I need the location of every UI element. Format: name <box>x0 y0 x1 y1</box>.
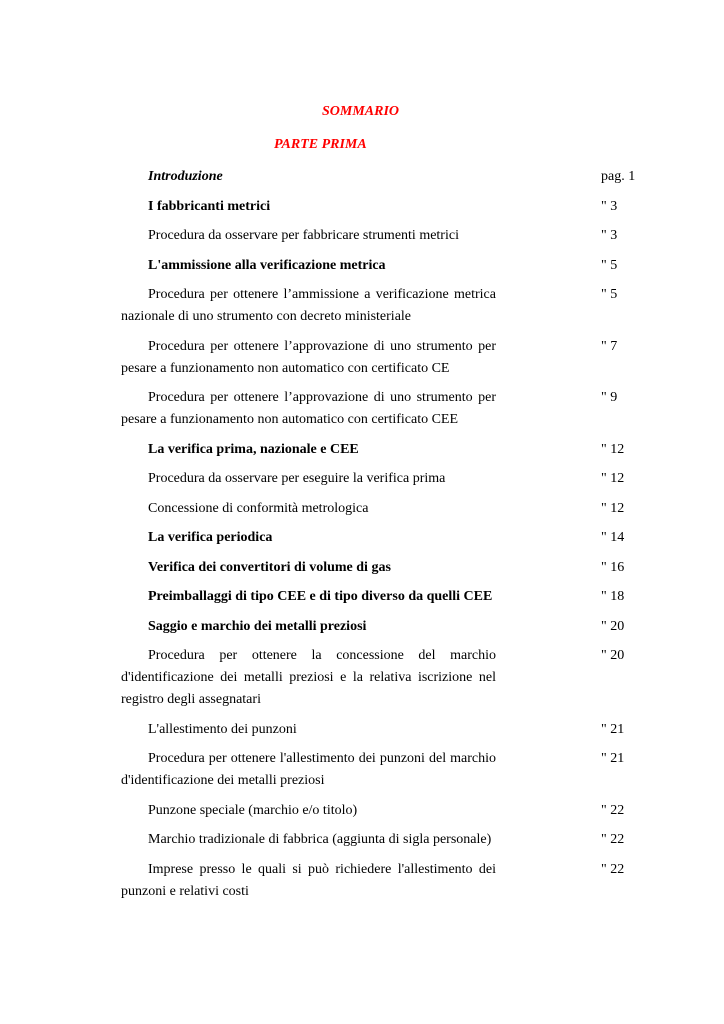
toc-entry <box>121 166 641 188</box>
toc-entry-title: Preimballaggi di tipo CEE e di tipo diverso da quelli CEE <box>148 589 493 604</box>
toc-entry <box>121 859 641 903</box>
toc-entry-page: " 3 <box>601 228 618 243</box>
toc-entry-page: " 18 <box>601 589 625 604</box>
toc-entry-page: " 7 <box>601 338 618 354</box>
toc-entry-page: " 20 <box>601 618 625 634</box>
toc-entry-title: Procedura per ottenere la concessione del marchio d'identificazione dei metalli preziosi e la relativa iscrizione nel registro degli assegnatari <box>121 648 496 707</box>
toc-entry-title: Verifica dei convertitori di volume di gas <box>148 559 391 575</box>
toc-entry <box>121 439 641 461</box>
toc-entry-page: " 22 <box>601 861 625 877</box>
toc-entry-page: pag. 1 <box>601 169 636 184</box>
toc-entry <box>121 527 641 549</box>
toc-entry-page: " 5 <box>601 287 618 302</box>
toc-entry-page: " 22 <box>601 802 625 818</box>
toc-entry-title: Punzone speciale (marchio e/o titolo) <box>148 802 358 818</box>
toc-entry-title: I fabbricanti metrici <box>148 198 271 214</box>
toc-entry-title: Procedura per ottenere l’approvazione di uno strumento per pesare a funzionamento non automatico con certificato CE <box>121 338 496 376</box>
toc-entry-page: " 3 <box>601 198 618 214</box>
toc-entry <box>121 336 641 380</box>
toc-entry-title: L'allestimento dei punzoni <box>148 721 297 737</box>
toc-entry-title: L'ammissione alla verificazione metrica <box>148 257 386 273</box>
toc-entry-page: " 16 <box>601 559 625 575</box>
toc-entry <box>121 645 641 711</box>
toc-entry <box>121 498 641 520</box>
toc-entry-title: Procedura per ottenere l’ammissione a verificazione metrica nazionale di uno strumento con decreto ministeriale <box>121 287 496 324</box>
toc-entry <box>121 586 641 608</box>
toc-entry-page: " 14 <box>601 530 625 545</box>
toc-entry <box>121 284 641 328</box>
toc-entry-title: La verifica prima, nazionale e CEE <box>148 441 359 457</box>
toc-entry <box>121 225 641 247</box>
document-title: SOMMARIO <box>322 104 400 119</box>
toc-entry <box>121 719 641 741</box>
toc-entry-title: Procedura da osservare per eseguire la verifica prima <box>148 471 446 486</box>
toc-entry <box>121 196 641 218</box>
toc-entry <box>121 748 641 792</box>
toc-entry-title: Imprese presso le quali si può richiedere l'allestimento dei punzoni e relativi costi <box>121 861 496 899</box>
toc-entry <box>121 616 641 638</box>
toc-entry-title: Procedura da osservare per fabbricare strumenti metrici <box>148 228 459 243</box>
toc-entry-title: Marchio tradizionale di fabbrica (aggiunta di sigla personale) <box>148 832 492 847</box>
toc-entry <box>121 829 641 851</box>
toc-entry-title: La verifica periodica <box>148 530 273 545</box>
table-of-contents <box>121 166 641 910</box>
toc-entry-page: " 9 <box>601 390 618 405</box>
section-heading: PARTE PRIMA <box>274 137 367 152</box>
toc-entry-page: " 12 <box>601 441 625 457</box>
toc-entry <box>121 255 641 277</box>
toc-entry-title: Procedura per ottenere l'allestimento dei punzoni del marchio d'identificazione dei metalli preziosi <box>121 751 496 788</box>
toc-entry-title: Saggio e marchio dei metalli preziosi <box>148 618 367 634</box>
toc-entry-title: Introduzione <box>148 169 223 184</box>
toc-entry-page: " 5 <box>601 257 618 273</box>
toc-entry <box>121 800 641 822</box>
toc-entry-title: Concessione di conformità metrologica <box>148 500 369 516</box>
toc-entry-page: " 21 <box>601 751 625 766</box>
toc-entry <box>121 387 641 431</box>
toc-entry <box>121 557 641 579</box>
toc-entry-page: " 20 <box>601 648 625 663</box>
toc-entry <box>121 468 641 490</box>
toc-entry-page: " 22 <box>601 832 625 847</box>
toc-entry-page: " 21 <box>601 721 625 737</box>
toc-entry-page: " 12 <box>601 471 625 486</box>
toc-entry-page: " 12 <box>601 500 625 516</box>
toc-entry-title: Procedura per ottenere l’approvazione di uno strumento per pesare a funzionamento non automatico con certificato CEE <box>121 390 496 427</box>
